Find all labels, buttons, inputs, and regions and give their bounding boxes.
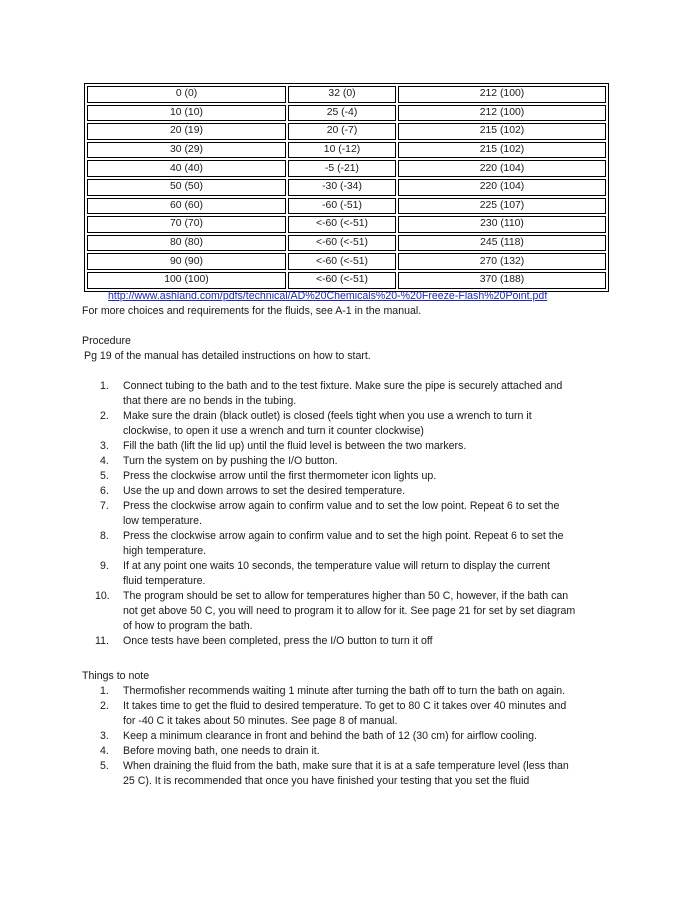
list-item-text: Make sure the drain (black outlet) is closed (feels tight when you use a wrench to turn it xyxy=(123,410,532,422)
ashland-pdf-link[interactable]: http://www.ashland.com/pdfs/technical/AD%20Chemicals%20-%20Freeze-Flash%20Point.pdf xyxy=(108,290,548,302)
table-cell: <-60 (<-51) xyxy=(288,235,396,252)
table-cell: 100 (100) xyxy=(87,272,286,289)
table-cell: 60 (60) xyxy=(87,198,286,215)
table-cell: 10 (10) xyxy=(87,105,286,122)
list-item-number: 10. xyxy=(95,590,110,602)
table-cell: 220 (104) xyxy=(398,179,606,196)
list-item-text: Fill the bath (lift the lid up) until the fluid level is between the two markers. xyxy=(123,440,467,452)
procedure-intro: Pg 19 of the manual has detailed instructions on how to start. xyxy=(84,350,371,362)
table-row xyxy=(87,160,606,177)
list-item xyxy=(82,699,622,729)
list-item-text: that there are no bends in the tubing. xyxy=(123,395,297,407)
list-item-number: 4. xyxy=(100,455,109,467)
table-row xyxy=(87,86,606,103)
table-row xyxy=(87,198,606,215)
list-item-text: low temperature. xyxy=(123,515,202,527)
table-cell: 50 (50) xyxy=(87,179,286,196)
table-cell: 215 (102) xyxy=(398,142,606,159)
list-item-text: fluid temperature. xyxy=(123,575,206,587)
list-item-text: If at any point one waits 10 seconds, the temperature value will return to display the current xyxy=(123,560,550,572)
list-item-text: not get above 50 C, you will need to program it to allow for it. See page 21 for set by set diagram xyxy=(123,605,576,617)
list-item xyxy=(82,409,622,439)
table-cell: 20 (19) xyxy=(87,123,286,140)
list-item-text: Press the clockwise arrow until the first thermometer icon lights up. xyxy=(123,470,437,482)
table-cell: 212 (100) xyxy=(398,86,606,103)
table-cell: -5 (-21) xyxy=(288,160,396,177)
list-item xyxy=(82,469,622,484)
list-item xyxy=(82,499,622,529)
table-row xyxy=(87,253,606,270)
list-item-number: 8. xyxy=(100,530,109,542)
list-item xyxy=(82,559,622,589)
table-cell: 90 (90) xyxy=(87,253,286,270)
table-cell: 70 (70) xyxy=(87,216,286,233)
table-cell: <-60 (<-51) xyxy=(288,272,396,289)
things-to-note-list xyxy=(82,684,622,789)
table-cell: 245 (118) xyxy=(398,235,606,252)
table-cell: 10 (-12) xyxy=(288,142,396,159)
list-item-text: When draining the fluid from the bath, make sure that it is at a safe temperature level (less than xyxy=(123,760,569,772)
list-item xyxy=(82,589,622,634)
list-item-number: 9. xyxy=(100,560,109,572)
list-item xyxy=(82,439,622,454)
list-item xyxy=(82,759,622,789)
list-item xyxy=(82,684,622,699)
list-item-number: 2. xyxy=(100,700,109,712)
table-cell: 212 (100) xyxy=(398,105,606,122)
list-item-text: clockwise, to open it use a wrench and turn it counter clockwise) xyxy=(123,425,424,437)
table-cell: 80 (80) xyxy=(87,235,286,252)
table-cell: 270 (132) xyxy=(398,253,606,270)
list-item xyxy=(82,744,622,759)
list-item-number: 3. xyxy=(100,730,109,742)
list-item-text: Turn the system on by pushing the I/O button. xyxy=(123,455,338,467)
table-cell: 30 (29) xyxy=(87,142,286,159)
list-item-number: 11. xyxy=(95,635,109,647)
list-item-text: for -40 C it takes about 50 minutes. See page 8 of manual. xyxy=(123,715,398,727)
fluids-note: For more choices and requirements for the fluids, see A-1 in the manual. xyxy=(82,305,422,317)
list-item-text: Press the clockwise arrow again to confirm value and to set the low point. Repeat 6 to set the xyxy=(123,500,560,512)
list-item-text: of how to program the bath. xyxy=(123,620,253,632)
list-item-number: 5. xyxy=(100,760,109,772)
list-item xyxy=(82,529,622,559)
procedure-steps-list xyxy=(82,379,622,649)
table-cell: <-60 (<-51) xyxy=(288,253,396,270)
list-item-number: 4. xyxy=(100,745,109,757)
table-cell: 25 (-4) xyxy=(288,105,396,122)
table-cell: 215 (102) xyxy=(398,123,606,140)
list-item-text: Thermofisher recommends waiting 1 minute after turning the bath off to turn the bath on again. xyxy=(123,685,566,697)
list-item xyxy=(82,484,622,499)
table-cell: 20 (-7) xyxy=(288,123,396,140)
table-row xyxy=(87,216,606,233)
list-item-text: Before moving bath, one needs to drain it. xyxy=(123,745,320,757)
list-item-number: 5. xyxy=(100,470,109,482)
list-item-number: 3. xyxy=(100,440,109,452)
table-row xyxy=(87,272,606,289)
list-item-number: 7. xyxy=(100,500,109,512)
things-to-note-heading: Things to note xyxy=(82,670,150,682)
table-cell: <-60 (<-51) xyxy=(288,216,396,233)
list-item xyxy=(82,379,622,409)
data-table xyxy=(84,83,609,292)
list-item-number: 6. xyxy=(100,485,109,497)
list-item-text: The program should be set to allow for temperatures higher than 50 C, however, if the bath can xyxy=(123,590,569,602)
table-cell: 0 (0) xyxy=(87,86,286,103)
procedure-heading: Procedure xyxy=(82,335,131,347)
table-cell: 40 (40) xyxy=(87,160,286,177)
table-cell: 230 (110) xyxy=(398,216,606,233)
table-row xyxy=(87,105,606,122)
list-item-text: Keep a minimum clearance in front and behind the bath of 12 (30 cm) for airflow cooling. xyxy=(123,730,537,742)
list-item-text: high temperature. xyxy=(123,545,207,557)
list-item xyxy=(82,454,622,469)
table-cell: 220 (104) xyxy=(398,160,606,177)
list-item-text: 25 C). It is recommended that once you have finished your testing that you set the fluid xyxy=(123,775,530,787)
list-item-number: 1. xyxy=(100,380,109,392)
table-cell: 370 (188) xyxy=(398,272,606,289)
list-item-number: 2. xyxy=(100,410,109,422)
table-cell: -60 (-51) xyxy=(288,198,396,215)
fluid-temperature-table xyxy=(84,83,608,292)
table-cell: 32 (0) xyxy=(288,86,396,103)
list-item xyxy=(82,634,622,649)
list-item-number: 1. xyxy=(100,685,109,697)
table-cell: 225 (107) xyxy=(398,198,606,215)
table-row xyxy=(87,235,606,252)
table-row xyxy=(87,142,606,159)
table-row xyxy=(87,179,606,196)
list-item-text: It takes time to get the fluid to desired temperature. To get to 80 C it takes over 40 minutes and xyxy=(123,700,567,712)
table-cell: -30 (-34) xyxy=(288,179,396,196)
list-item-text: Press the clockwise arrow again to confirm value and to set the high point. Repeat 6 to set the xyxy=(123,530,564,542)
table-row xyxy=(87,123,606,140)
list-item-text: Once tests have been completed, press the I/O button to turn it off xyxy=(123,635,433,647)
list-item-text: Use the up and down arrows to set the desired temperature. xyxy=(123,485,406,497)
list-item xyxy=(82,729,622,744)
list-item-text: Connect tubing to the bath and to the test fixture. Make sure the pipe is securely attached and xyxy=(123,380,563,392)
